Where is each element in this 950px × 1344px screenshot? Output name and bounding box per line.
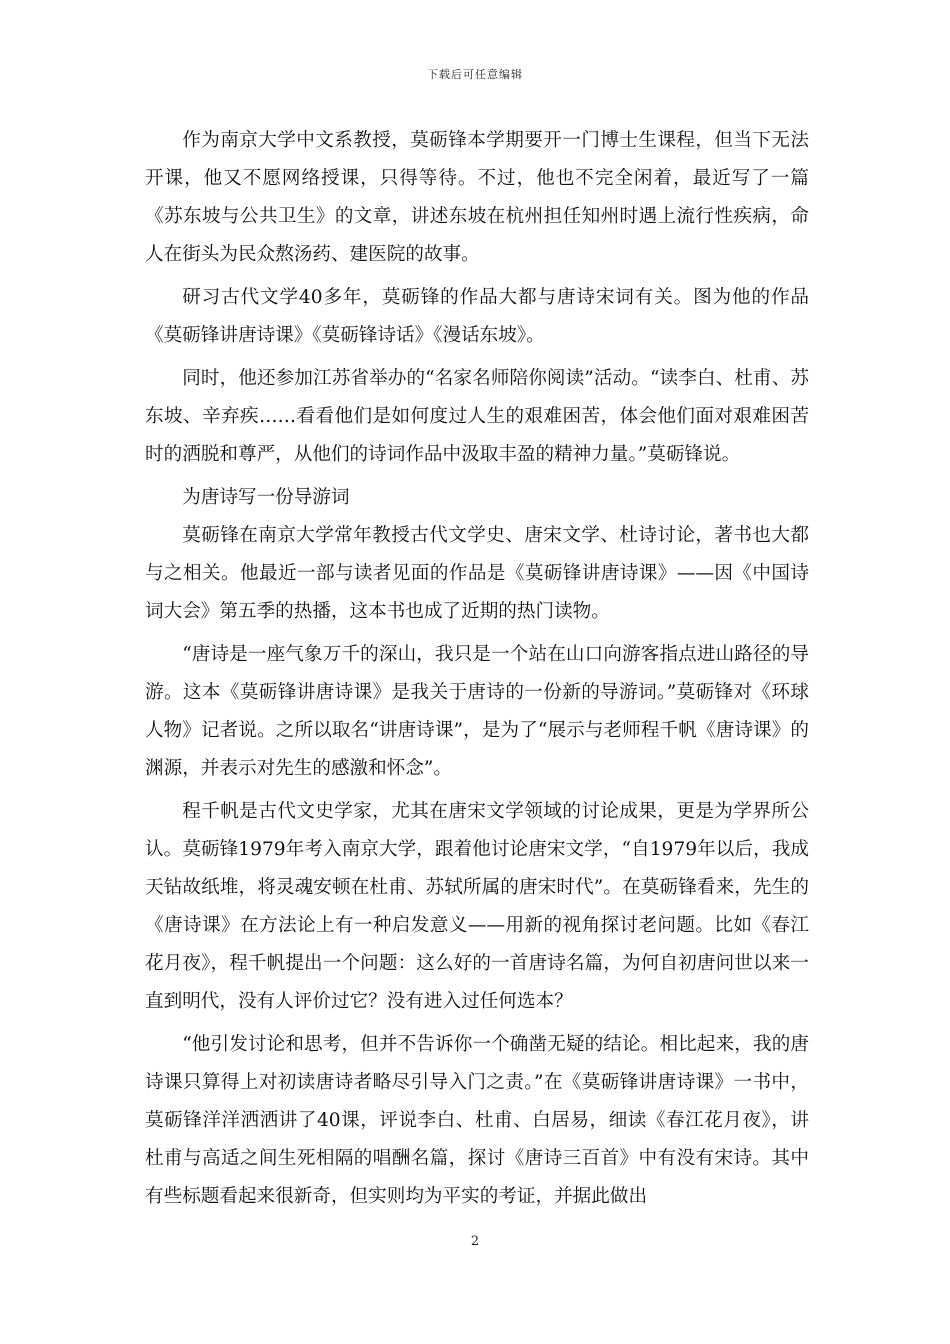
section-heading: 为唐诗写一份导游词 bbox=[182, 487, 350, 508]
paragraph: 作为南京大学中文系教授，莫砺锋本学期要开一门博士生课程，但当下无法开课，他又不愿网络授课，只得等待。不过，他也不完全闲着，最近写了一篇《苏东坡与公共卫生》的文章，讲述东坡在杭州担任知州时遇上流行性疾病，命人在街头为民众熬汤药、建医院的故事。 bbox=[145, 130, 809, 265]
paragraph: 莫砺锋在南京大学常年教授古代文学史、唐宋文学、杜诗讨论，著书也大都与之相关。他最近一部与读者见面的作品是《莫砺锋讲唐诗课》——因《中国诗词大会》第五季的热播，这本书也成了近期的热门读物。 bbox=[145, 525, 809, 622]
paragraph: 同时，他还参加江苏省举办的“名家名师陪你阅读”活动。“读李白、杜甫、苏东坡、辛弃疾……看看他们是如何度过人生的艰难困苦，体会他们面对艰难困苦时的洒脱和尊严，从他们的诗词作品中汲取丰盈的精神力量。”莫砺锋说。 bbox=[145, 368, 809, 465]
paragraph: “唐诗是一座气象万千的深山，我只是一个站在山口向游客指点进山路径的导游。这本《莫砺锋讲唐诗课》是我关于唐诗的一份新的导游词。”莫砺锋对《环球人物》记者说。之所以取名“讲唐诗课”，是为了“展示与老师程千帆《唐诗课》的渊源，并表示对先生的感激和怀念”。 bbox=[145, 644, 809, 779]
page-header: 下载后可任意编辑 bbox=[427, 68, 523, 81]
page-number: 2 bbox=[470, 1234, 480, 1249]
paragraph: 程千帆是古代文史学家，尤其在唐宋文学领域的讨论成果，更是为学界所公认。莫砺锋1979年考入南京大学，跟着他讨论唐宋文学，“自1979年以后，我成天钻故纸堆，将灵魂安顿在杜甫、苏轼所属的唐宋时代”。在莫砺锋看来，先生的《唐诗课》在方法论上有一种启发意义——用新的视角探讨老问题。比如《春江花月夜》，程千帆提出一个问题：这么好的一首唐诗名篇，为何自初唐问世以来一直到明代，没有人评价过它？没有进入过任何选本？ bbox=[145, 801, 809, 1012]
paragraph: 研习古代文学40多年，莫砺锋的作品大都与唐诗宋词有关。图为他的作品《莫砺锋讲唐诗课》《莫砺锋诗话》《漫话东坡》。 bbox=[145, 287, 809, 346]
article-body bbox=[145, 122, 809, 1216]
paragraph: “他引发讨论和思考，但并不告诉你一个确凿无疑的结论。相比起来，我的唐诗课只算得上对初读唐诗者略尽引导入门之责。”在《莫砺锋讲唐诗课》一书中，莫砺锋洋洋洒洒讲了40课，评说李白、杜甫、白居易，细读《春江花月夜》，讲杜甫与高适之间生死相隔的唱酬名篇，探讨《唐诗三百首》中有没有宋诗。其中有些标题看起来很新奇，但实则均为平实的考证，并据此做出 bbox=[145, 1034, 809, 1207]
